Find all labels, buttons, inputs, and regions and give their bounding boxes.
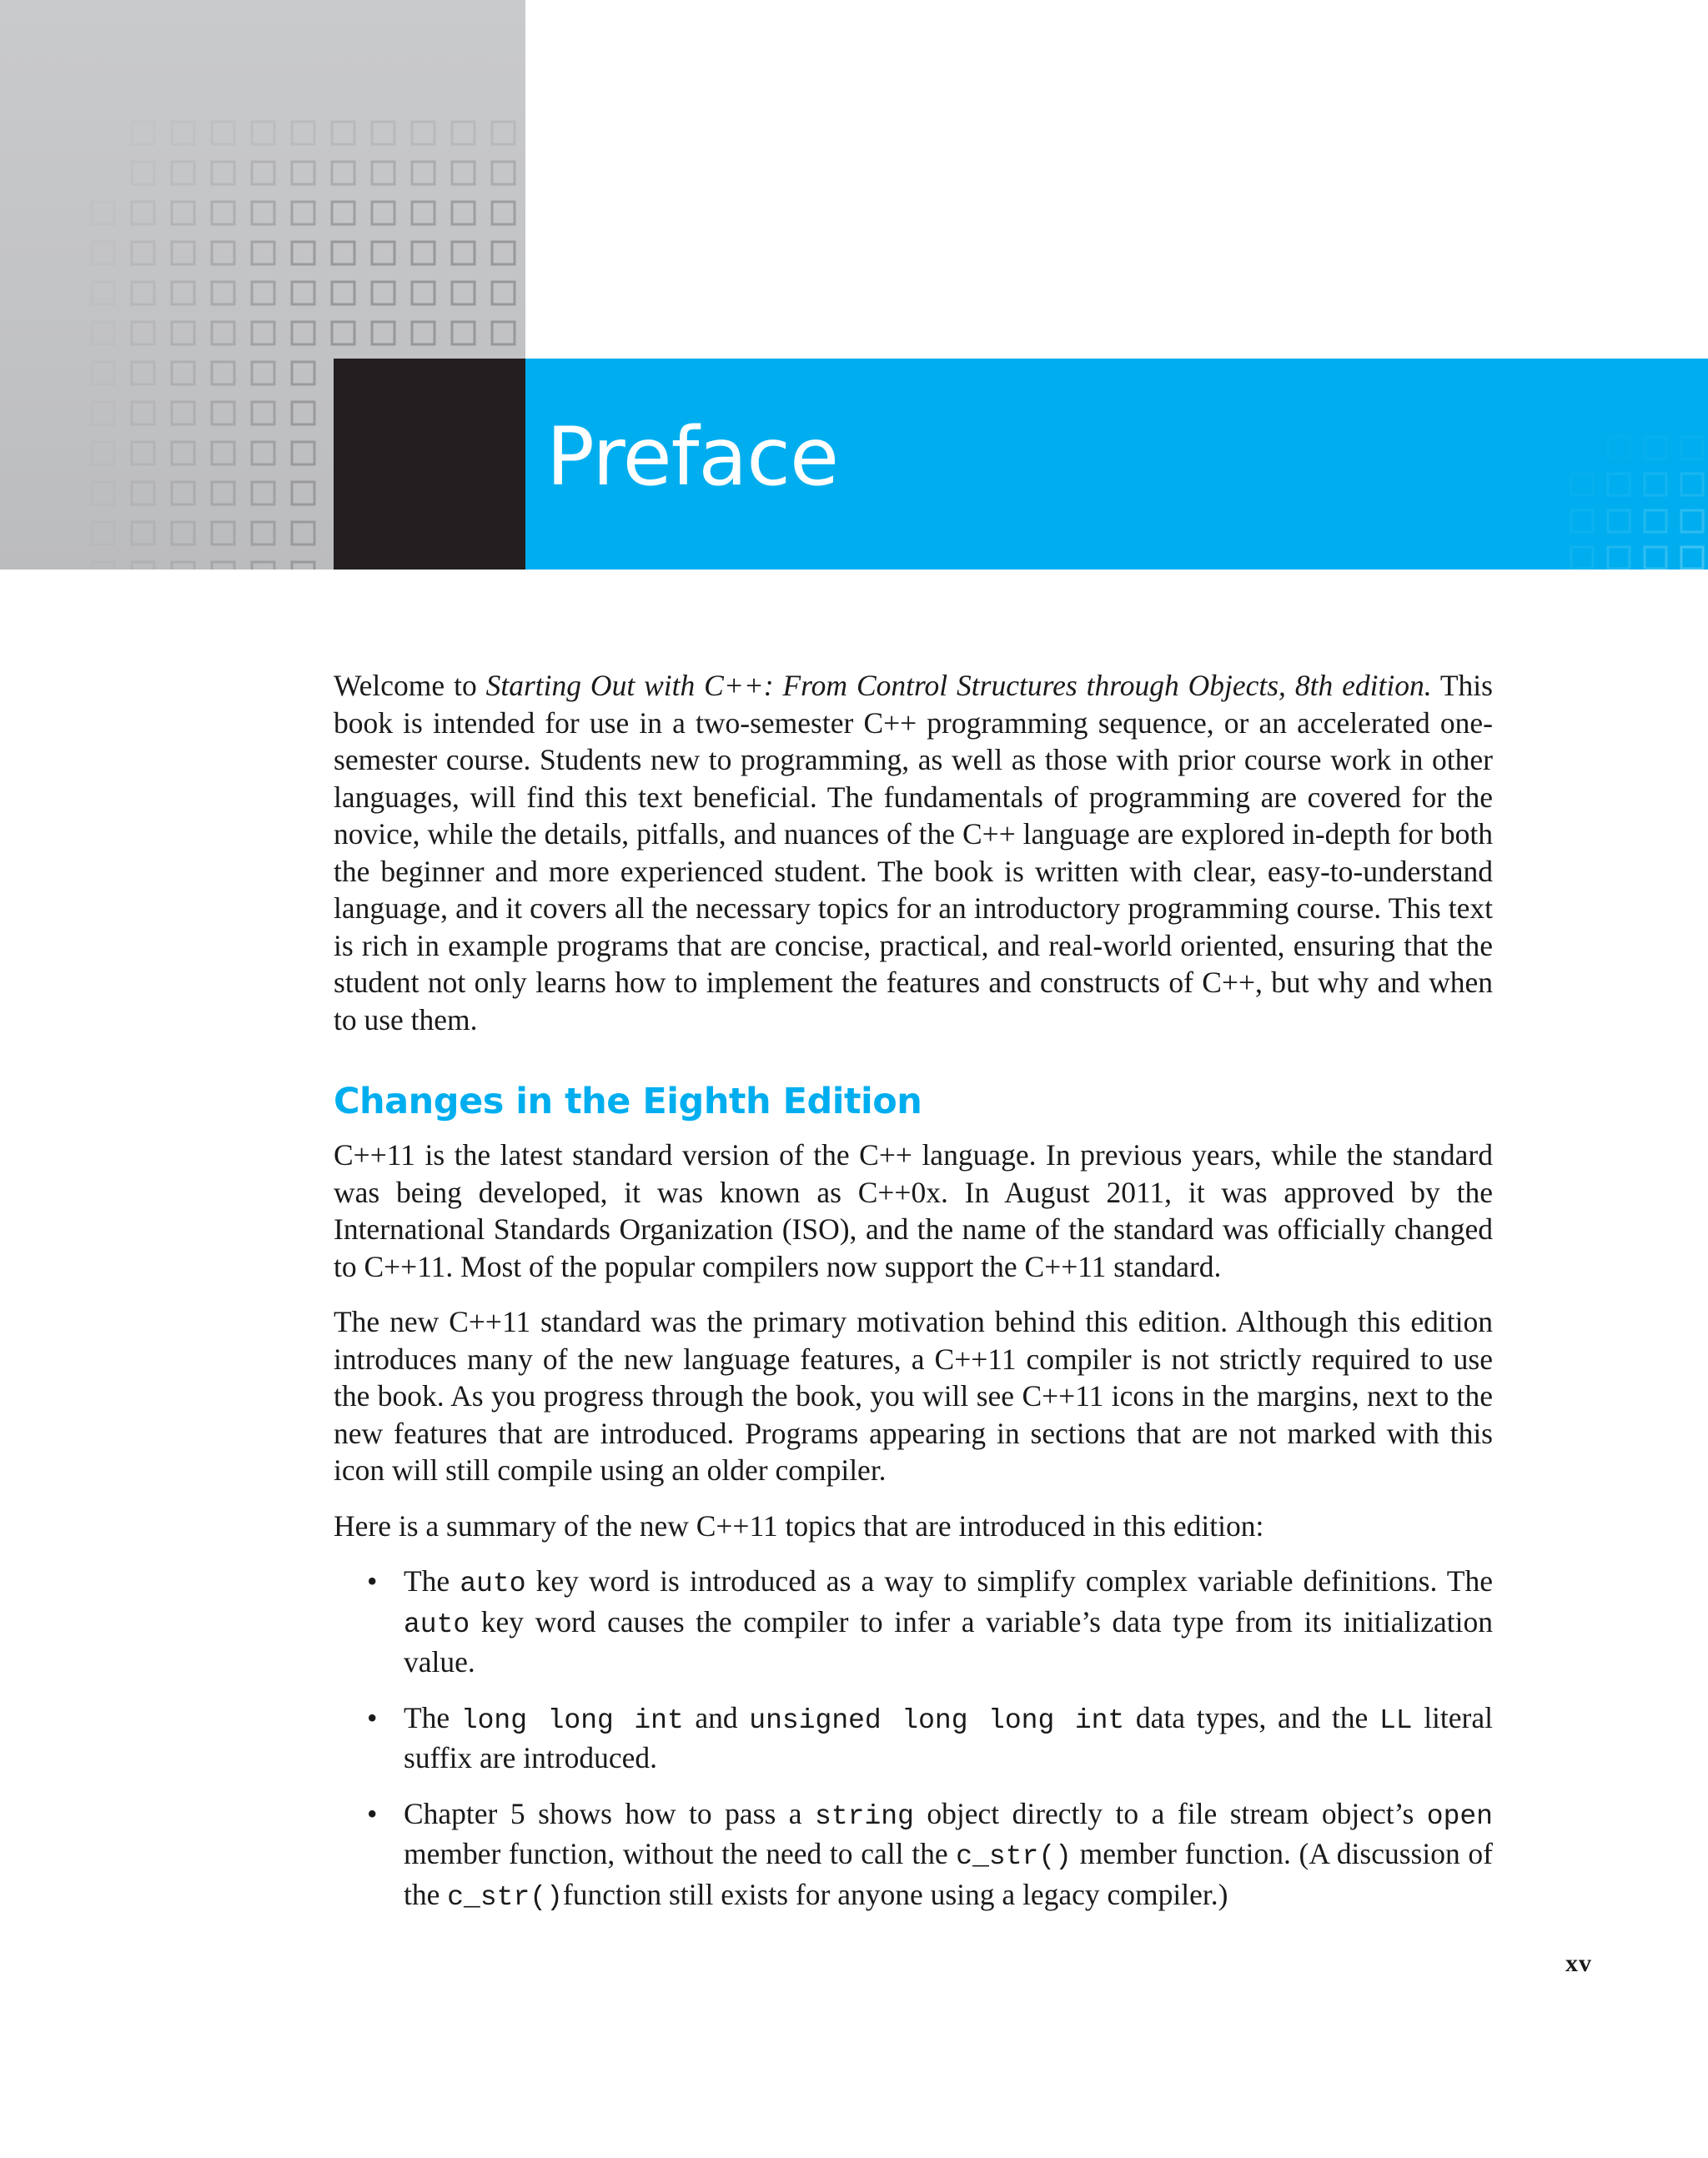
grid-square xyxy=(212,402,234,424)
grid-square xyxy=(292,442,314,464)
grid-square xyxy=(212,242,234,264)
grid-square xyxy=(172,522,194,545)
code-keyword: auto xyxy=(404,1608,470,1640)
grid-square xyxy=(1571,510,1593,532)
grid-square xyxy=(412,122,435,144)
grid-square xyxy=(172,482,194,504)
grid-square xyxy=(252,522,274,545)
item-text: and xyxy=(683,1700,750,1734)
grid-square xyxy=(252,362,274,384)
grid-square xyxy=(1608,547,1630,569)
book-title: Starting Out with C++: From Control Structures through Objects, 8th edition. xyxy=(485,669,1432,702)
grid-square xyxy=(332,122,354,144)
code-keyword: open xyxy=(1426,1800,1493,1832)
grid-square xyxy=(492,162,515,184)
grid-square xyxy=(252,402,274,424)
list-item xyxy=(334,1563,1493,1681)
bullet-icon: • xyxy=(367,1796,378,1830)
grid-square xyxy=(252,242,274,264)
grid-square xyxy=(252,322,274,344)
item-text: function still exists for anyone using a legacy compiler.) xyxy=(562,1877,1228,1911)
page-content xyxy=(334,667,1493,1935)
grid-square xyxy=(132,442,154,464)
grid-square xyxy=(292,202,314,224)
code-keyword: auto xyxy=(460,1568,526,1599)
grid-square xyxy=(132,282,154,304)
grid-square xyxy=(172,442,194,464)
grid-square xyxy=(92,482,114,504)
grid-square xyxy=(492,242,515,264)
section-paragraph: The new C++11 standard was the primary motivation behind this edition. Although this edition introduces many of the new language features, a C++11 compiler is not strictly required to use the book. As you progress through the book, you will see C++11 icons in the margins, next to the new features that are introduced. Programs appearing in sections that are not marked with this icon will still compile using an older compiler. xyxy=(334,1305,1493,1487)
grid-square xyxy=(92,522,114,545)
bullet-icon: • xyxy=(367,1700,378,1734)
header-black-block xyxy=(334,359,525,570)
grid-square xyxy=(452,322,475,344)
grid-square xyxy=(212,362,234,384)
new-topics-list xyxy=(334,1563,1493,1916)
grid-square xyxy=(292,322,314,344)
decorative-blue-squares xyxy=(1491,359,1708,570)
grid-square xyxy=(92,362,114,384)
grid-square xyxy=(212,522,234,545)
intro-paragraph xyxy=(334,667,1493,1038)
grid-square xyxy=(92,202,114,224)
item-text: member function. (A discussion of the xyxy=(404,1837,1493,1911)
grid-square xyxy=(92,282,114,304)
grid-square xyxy=(132,202,154,224)
grid-square xyxy=(212,122,234,144)
grid-square xyxy=(132,522,154,545)
grid-square xyxy=(172,562,194,570)
grid-square xyxy=(172,242,194,264)
code-keyword: unsigned long long int xyxy=(749,1704,1125,1736)
grid-square xyxy=(1681,474,1703,495)
grid-square xyxy=(1681,510,1703,532)
grid-square xyxy=(1571,474,1593,495)
grid-square xyxy=(1608,437,1630,459)
grid-square xyxy=(172,122,194,144)
item-text: member function, without the need to call the xyxy=(404,1837,957,1870)
grid-square xyxy=(252,162,274,184)
intro-body: This book is intended for use in a two-semester C++ programming sequence, or an accelerated one-semester course. Students new to programming, as well as those with prior course work in other languages, will find this text beneficial. The fundamentals of programming are covered for the novice, while the details, pitfalls, and nuances of the C++ language are explored in-depth for both the beginner and more experienced student. The book is written with clear, easy-to-understand language, and it covers all the necessary topics for an introductory programming course. This text is rich in example programs that are concise, practical, and real-world oriented, ensuring that the student not only learns how to implement the features and constructs of C++, but why and when to use them. xyxy=(334,669,1493,1036)
grid-square xyxy=(332,242,354,264)
grid-square xyxy=(1645,437,1666,459)
section-paragraph: Here is a summary of the new C++11 topics that are introduced in this edition: xyxy=(334,1508,1264,1543)
grid-square xyxy=(332,282,354,304)
grid-square xyxy=(92,562,114,570)
grid-square xyxy=(452,162,475,184)
grid-square xyxy=(372,202,394,224)
grid-square xyxy=(252,202,274,224)
grid-square xyxy=(372,322,394,344)
section-heading: Changes in the Eighth Edition xyxy=(334,1081,922,1122)
grid-square xyxy=(372,282,394,304)
grid-square xyxy=(252,482,274,504)
code-keyword: c_str() xyxy=(447,1881,563,1913)
grid-square xyxy=(292,122,314,144)
grid-square xyxy=(212,562,234,570)
grid-square xyxy=(292,562,314,570)
grid-square xyxy=(212,202,234,224)
grid-square xyxy=(492,122,515,144)
grid-square xyxy=(452,202,475,224)
grid-square xyxy=(452,242,475,264)
code-keyword: c_str() xyxy=(956,1841,1072,1872)
grid-square xyxy=(1645,510,1666,532)
grid-square xyxy=(412,242,435,264)
grid-square xyxy=(252,562,274,570)
grid-square xyxy=(492,282,515,304)
chapter-title: Preface xyxy=(546,410,839,504)
grid-square xyxy=(172,322,194,344)
code-keyword: string xyxy=(815,1800,914,1832)
item-text: key word causes the compiler to infer a variable’s data type from its initialization value. xyxy=(404,1604,1493,1679)
page-number: xv xyxy=(1565,1950,1592,1977)
grid-square xyxy=(492,202,515,224)
grid-square xyxy=(372,162,394,184)
grid-square xyxy=(132,322,154,344)
grid-square xyxy=(1608,510,1630,532)
grid-square xyxy=(292,242,314,264)
grid-square xyxy=(212,482,234,504)
grid-square xyxy=(492,322,515,344)
grid-square xyxy=(452,282,475,304)
item-text: data types, and the xyxy=(1124,1700,1379,1734)
grid-square xyxy=(92,402,114,424)
item-text: literal suffix are introduced. xyxy=(404,1700,1493,1774)
code-keyword: long long int xyxy=(460,1704,684,1736)
item-text: key word is introduced as a way to simplify complex variable definitions. The xyxy=(525,1564,1493,1598)
grid-square xyxy=(372,122,394,144)
grid-square xyxy=(1571,547,1593,569)
bullet-icon: • xyxy=(367,1564,378,1598)
grid-square xyxy=(252,122,274,144)
grid-square xyxy=(92,242,114,264)
grid-square xyxy=(132,162,154,184)
grid-square xyxy=(1681,547,1703,569)
section-paragraph: C++11 is the latest standard version of the C++ language. In previous years, while the standard was being developed, it was known as C++0x. In August 2011, it was approved by the International Standards Organization (ISO), and the name of the standard was officially changed to C++11. Most of the popular compilers now support the C++11 standard. xyxy=(334,1138,1493,1283)
grid-square xyxy=(132,482,154,504)
grid-square xyxy=(172,202,194,224)
grid-square xyxy=(212,322,234,344)
code-keyword: LL xyxy=(1379,1704,1413,1736)
grid-square xyxy=(292,522,314,545)
grid-square xyxy=(252,282,274,304)
grid-square xyxy=(452,122,475,144)
grid-square xyxy=(172,362,194,384)
grid-square xyxy=(132,402,154,424)
grid-square xyxy=(1608,474,1630,495)
grid-square xyxy=(252,442,274,464)
grid-square xyxy=(412,322,435,344)
grid-square xyxy=(92,322,114,344)
grid-square xyxy=(132,122,154,144)
grid-square xyxy=(412,162,435,184)
item-text: The xyxy=(404,1564,460,1598)
grid-square xyxy=(412,282,435,304)
grid-square xyxy=(412,202,435,224)
grid-square xyxy=(132,362,154,384)
grid-square xyxy=(172,402,194,424)
grid-square xyxy=(132,562,154,570)
grid-square xyxy=(212,162,234,184)
grid-square xyxy=(212,442,234,464)
grid-square xyxy=(1645,547,1666,569)
item-text: The xyxy=(404,1700,461,1734)
grid-square xyxy=(92,442,114,464)
grid-square xyxy=(212,282,234,304)
grid-square xyxy=(372,242,394,264)
grid-square xyxy=(332,202,354,224)
item-text: object directly to a file stream object’s xyxy=(913,1796,1427,1830)
grid-square xyxy=(292,402,314,424)
grid-square xyxy=(1681,437,1703,459)
grid-square xyxy=(172,162,194,184)
grid-square xyxy=(332,162,354,184)
list-item xyxy=(334,1795,1493,1917)
grid-square xyxy=(292,282,314,304)
intro-lead: Welcome to xyxy=(334,669,486,702)
grid-square xyxy=(172,282,194,304)
item-text: Chapter 5 shows how to pass a xyxy=(404,1796,816,1830)
grid-square xyxy=(332,322,354,344)
grid-square xyxy=(292,162,314,184)
grid-square xyxy=(292,482,314,504)
grid-square xyxy=(132,242,154,264)
grid-square xyxy=(1645,474,1666,495)
grid-square xyxy=(292,362,314,384)
list-item xyxy=(334,1699,1493,1777)
